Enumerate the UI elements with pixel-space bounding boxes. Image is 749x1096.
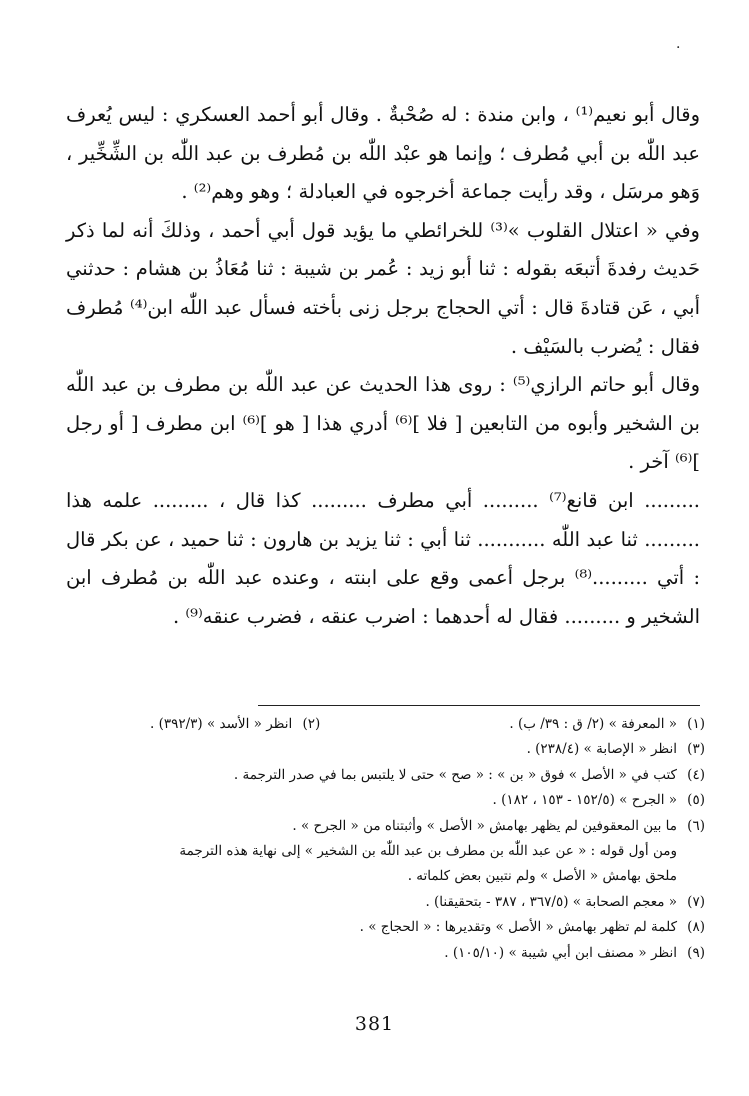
page-number: 381 bbox=[354, 1013, 395, 1035]
footnote-8 bbox=[80, 915, 705, 940]
footnote-number: (١) bbox=[687, 716, 705, 732]
footnote-number: (٦) bbox=[687, 817, 705, 834]
footnote-6 bbox=[80, 814, 705, 839]
footnote-text: كتب في « الأصل » فوق « بن » : « صح » حتى لا يلتبس بما في صدر الترجمة . bbox=[233, 766, 677, 783]
paragraph: ......... ابن قانع⁽⁷⁾ ......... أبي مطرف ......... كذا قال ، ......... علمه هذا ......... ثنا عبد اللّٰه ........... ثنا أبي : ثنا يزيد بن هارون : ثنا حميد ، عن بكر قال : أتي .........⁽⁸⁾ برجل أعمى وقع على ابنته ، وعنده عبد اللّٰه بن مُطرف ابن الشخير و ......... فقال له أحدهما : اضرب عنقه ، فضرب عنقه⁽⁹⁾ . bbox=[66, 488, 701, 628]
footnote-pair bbox=[80, 712, 705, 737]
footnote-5 bbox=[80, 788, 705, 813]
footnote-divider bbox=[258, 705, 700, 706]
footnote-4 bbox=[80, 763, 705, 788]
footnote-text: ما بين المعقوفين لم يظهر بهامش « الأصل » وأثبتناه من « الجرح » . bbox=[292, 817, 677, 834]
footnote-text: « المعرفة » (٢/ ق : ٣٩/ ب) . bbox=[509, 716, 677, 732]
footnote-number: (٥) bbox=[687, 792, 705, 809]
paragraph: وقال أبو حاتم الرازي⁽⁵⁾ : روى هذا الحديث عن عبد اللّٰه بن مطرف بن عبد اللّٰه بن الشخير وأبوه من التابعين [ فلا ]⁽⁶⁾ أدري هذا [ هو ]⁽⁶⁾ ابن مطرف [ أو رجل ]⁽⁶⁾ آخر . bbox=[66, 373, 700, 474]
footnote-text: انظر « الأسد » (٣٩٢/٣) . bbox=[150, 716, 293, 732]
footnote-number: (٣) bbox=[687, 741, 705, 758]
footnote-text: « الجرح » (١٥٢/٥ - ١٥٣ ، ١٨٢) . bbox=[492, 792, 677, 809]
footnote-text: انظر « الإصابة » (٢٣٨/٤) . bbox=[526, 741, 677, 758]
footnote-7 bbox=[80, 890, 705, 915]
footnotes bbox=[80, 712, 705, 966]
footnote-text: انظر « مصنف ابن أبي شيبة » (١٠٥/١٠) . bbox=[444, 944, 677, 961]
footnote-number: (٧) bbox=[687, 893, 705, 910]
footnote-text: كلمة لم تظهر بهامش « الأصل » وتقديرها : « الحجاج » . bbox=[359, 919, 677, 936]
paragraph: وقال أبو نعيم⁽¹⁾ ، وابن مندة : له صُحْبةٌ . وقال أبو أحمد العسكري : ليس يُعرف عبد اللّٰه بن أبي مُطرف ؛ وإنما هو عبْد اللّٰه بن مُطرف بن عبد اللّٰه بن الشِّخِّير ، وَهو مرسَل ، وقد رأيت جماعة أخرجوه في العبادلة ؛ وهو وهم⁽²⁾ . bbox=[66, 103, 700, 204]
footnote-number: (٤) bbox=[687, 766, 705, 783]
footnote-number: (٨) bbox=[687, 919, 705, 936]
main-text bbox=[66, 96, 700, 636]
footnote-number: (٩) bbox=[687, 944, 705, 961]
page-mark: · bbox=[676, 40, 681, 56]
footnote-3 bbox=[80, 737, 705, 762]
footnote-6-continuation: ومن أول قوله : « عن عبد اللّٰه بن مطرف بن عبد اللّٰه بن الشخير » إلى نهاية هذه الترجمة bbox=[179, 843, 677, 860]
paragraph: وفي « اعتلال القلوب »⁽³⁾ للخرائطي ما يؤيد قول أبي أحمد ، وذلكَ أنه لما ذكر حَديث رفدةَ أتبعَه بقوله : ثنا أبو زيد : عُمر بن شيبة : ثنا مُعَاذُ بن هشام : حدثني أبي ، عَن قتادةَ قال : أتي الحجاج برجل زنى بأخته فسأل عبد اللّٰه ابن⁽⁴⁾ مُطرف فقال : يُضرب بالسَيْف . bbox=[66, 218, 701, 358]
footnote-number: (٢) bbox=[302, 716, 321, 732]
footnote-2 bbox=[150, 712, 320, 737]
footnote-text: « معجم الصحابة » (٣٦٧/٥ ، ٣٨٧ - بتحقيقنا) . bbox=[425, 893, 677, 910]
footnote-6-continuation: ملحق بهامش « الأصل » ولم نتبين بعض كلماته . bbox=[407, 868, 677, 885]
footnote-1 bbox=[509, 712, 705, 737]
footnote-9 bbox=[80, 941, 705, 966]
